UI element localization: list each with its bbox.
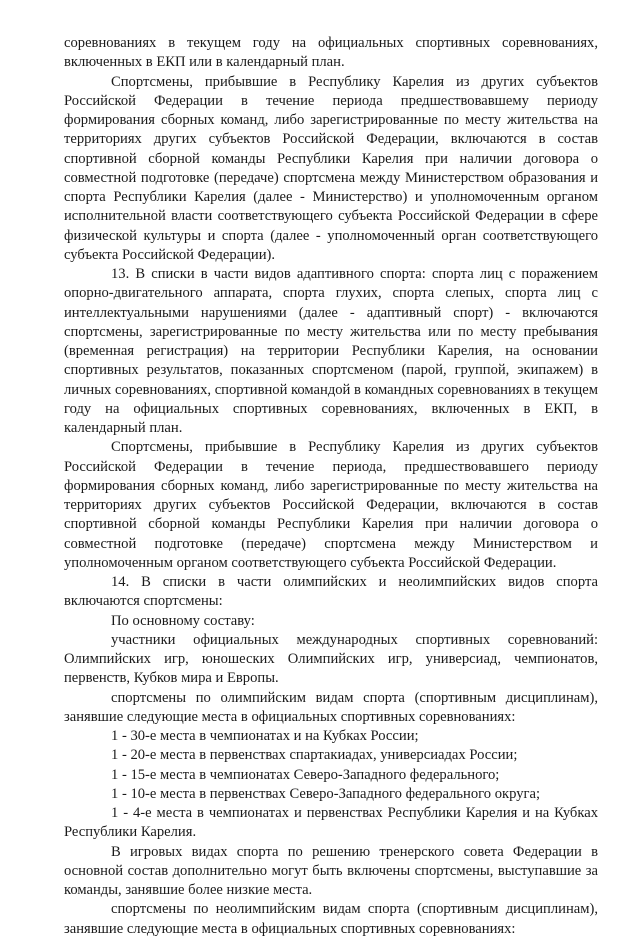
- list-item-places-1-20: 1 - 20-е места в первенствах спартакиадах, универсиадах России;: [111, 747, 518, 764]
- paragraph-main-team: По основному составу:: [111, 612, 255, 629]
- list-item-places-1-10: 1 - 10-е места в первенствах Северо-Западного федерального округа;: [111, 785, 541, 802]
- paragraph-continuation: соревнованиях в текущем году на официальных спортивных соревнованиях, включенных в ЕКП или в календарный план.: [64, 35, 598, 71]
- paragraph-transfer-adaptive: Спортсмены, прибывшие в Республику Карелия из других субъектов Российской Федерации в течение периода, предшествовавшего периоду формирования сборных команд, либо зарегистрированные по месту жительства на территориях других субъектов Российской Федерации, включаются в состав спортивной сборной команды Республики Карелия при наличии договора о совместной подготовке (передаче) спортсмена между Министерством и уполномоченным органом соответствующего субъекта Российской Федерации.: [64, 439, 598, 571]
- paragraph-item-14: 14. В списки в части олимпийских и неолимпийских видов спорта включаются спортсмены:: [64, 574, 598, 610]
- paragraph-item-13: 13. В списки в части видов адаптивного спорта: спорта лиц с поражением опорно-двигательного аппарата, спорта глухих, спорта слепых, спорта лиц с интеллектуальными нарушениями (далее - адаптивный спорт) - включаются спортсмены, зарегистрированные по месту жительства или по месту пребывания (временная регистрация) на территории Республики Карелия, на основании спортивных результатов, показанных спортсменом (парой, группой, экипажем) в личных соревнованиях, спортивной командой в командных соревнованиях в текущем году на официальных спортивных соревнованиях, включенных в ЕКП, в календарный план.: [64, 266, 598, 436]
- paragraph-international-participants: участники официальных международных спортивных соревнований: Олимпийских игр, юношеских Олимпийских игр, универсиад, чемпионатов, первенств, Кубков мира и Европы.: [64, 631, 598, 687]
- paragraph-olympic-athletes: спортсмены по олимпийским видам спорта (спортивным дисциплинам), занявшие следующие места в официальных спортивных соревнованиях:: [64, 689, 598, 725]
- paragraph-team-sports: В игровых видах спорта по решению тренерского совета Федерации в основной состав дополнительно могут быть включены спортсмены, выступавшие за команды, занявшие более низкие места.: [64, 843, 598, 898]
- list-item-places-1-15: 1 - 15-е места в чемпионатах Северо-Западного федерального;: [111, 766, 500, 783]
- list-item-places-1-30: 1 - 30-е места в чемпионатах и на Кубках России;: [111, 728, 419, 744]
- paragraph-transfer-athletes: Спортсмены, прибывшие в Республику Карелия из других субъектов Российской Федерации в течение периода предшествовавшему периоду формирования сборных команд, либо зарегистрированные по месту жительства на территориях других субъектов Российской Федерации, включаются в состав спортивной сборной команды Республики Карелия при наличии договора о совместной подготовке (передаче) спортсмена между Министерством образования и спорта Республики Карелия (далее - Министерство) и уполномоченным органом исполнительной власти соответствующего субъекта Российской Федерации в сфере физической культуры и спорта (далее - уполномоченный орган соответствующего субъекта Российской Федерации).: [64, 73, 598, 263]
- list-item-places-1-4: 1 - 4-е места в чемпионатах и первенствах Республики Карелия и на Кубках Республики Карелия.: [64, 805, 598, 841]
- paragraph-non-olympic-athletes: спортсмены по неолимпийским видам спорта (спортивным дисциплинам), занявшие следующие места в официальных спортивных соревнованиях:: [64, 901, 598, 937]
- document-page: [64, 34, 598, 939]
